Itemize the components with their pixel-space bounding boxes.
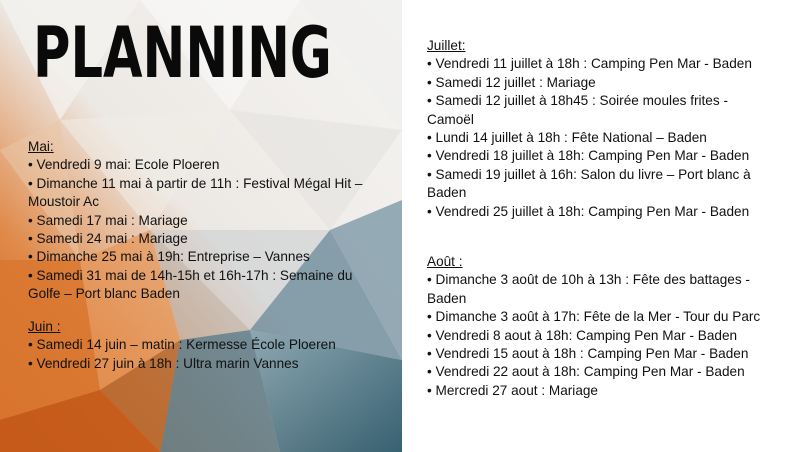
section-heading-juillet: Juillet: [427,38,466,53]
list-item: • Vendredi 11 juillet à 18h : Camping Pen Mar - Baden [427,55,777,73]
section-heading-mai: Mai: [28,139,54,154]
list-item: • Dimanche 3 août de 10h à 13h : Fête des battages - Baden [427,271,777,308]
list-juin [28,336,373,373]
list-mai [28,156,373,303]
list-item: • Vendredi 25 juillet à 18h: Camping Pen Mar - Baden [427,203,777,221]
list-item: • Dimanche 11 mai à partir de 11h : Festival Mégal Hit – Moustoir Ac [28,175,373,212]
list-item: • Vendredi 27 juin à 18h : Ultra marin Vannes [28,355,373,373]
list-item: • Vendredi 18 juillet à 18h: Camping Pen Mar - Baden [427,147,777,165]
section-mai [28,138,373,304]
list-item: • Samedi 17 mai : Mariage [28,212,373,230]
list-aout [427,271,777,400]
section-aout [427,253,777,400]
list-item: • Vendredi 15 aout à 18h : Camping Pen Mar - Baden [427,345,777,363]
list-item: • Mercredi 27 aout : Mariage [427,382,777,400]
section-juillet [427,37,777,221]
list-item: • Samedi 14 juin – matin : Kermesse École Ploeren [28,336,373,354]
list-item: • Samedi 12 juillet : Mariage [427,74,777,92]
list-juillet [427,55,777,221]
list-item: • Dimanche 25 mai à 19h: Entreprise – Vannes [28,248,373,266]
list-item: • Samedi 12 juillet à 18h45 : Soirée moules frites - Camoël [427,92,777,129]
section-heading-aout: Août : [427,254,463,269]
list-item: • Dimanche 3 août à 17h: Fête de la Mer - Tour du Parc [427,308,777,326]
list-item: • Samedi 31 mai de 14h-15h et 16h-17h : Semaine du Golfe – Port blanc Baden [28,267,373,304]
section-heading-juin: Juin : [28,319,61,334]
list-item: • Vendredi 22 aout à 18h: Camping Pen Mar - Baden [427,363,777,381]
page-title: PLANNING [33,12,332,94]
list-item: • Samedi 19 juillet à 16h: Salon du livre – Port blanc à Baden [427,166,777,203]
section-juin [28,318,373,373]
list-item: • Lundi 14 juillet à 18h : Fête National – Baden [427,129,777,147]
list-item: • Samedi 24 mai : Mariage [28,230,373,248]
list-item: • Vendredi 9 mai: Ecole Ploeren [28,156,373,174]
list-item: • Vendredi 8 aout à 18h: Camping Pen Mar - Baden [427,327,777,345]
